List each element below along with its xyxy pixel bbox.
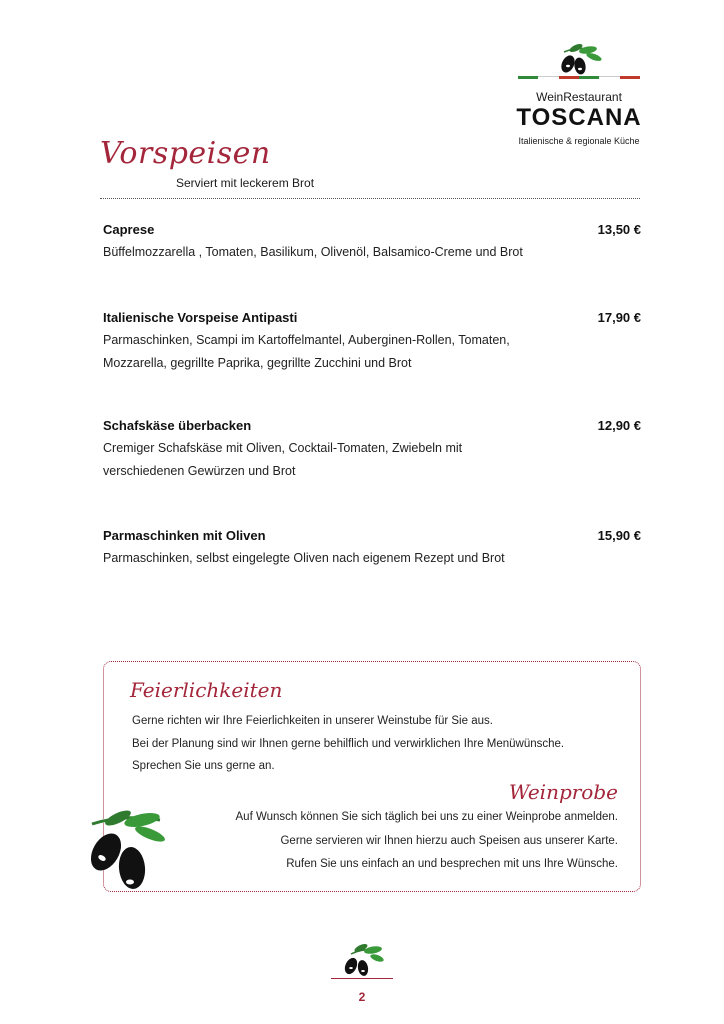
weinprobe-line: Auf Wunsch können Sie sich täglich bei uns zu einer Weinprobe anmelden. [235,811,618,823]
page-number: 2 [358,990,366,1004]
olive-branch-icon [82,810,172,902]
footer-divider [331,978,393,979]
feierlichkeiten-line: Bei der Planung sind wir Ihnen gerne behilflich und verwirklichen Ihre Menüwünsche. [132,737,565,750]
logo-name: TOSCANA [516,104,642,131]
menu-item-price: 13,50 € [597,222,641,237]
feierlichkeiten-title: Feierlichkeiten [130,678,283,702]
menu-item-description: Cremiger Schafskäse mit Oliven, Cocktail-Tomaten, Zwiebeln mit verschiedenen Gewürzen und Brot [103,441,463,478]
olive-branch-icon [331,944,393,978]
restaurant-logo [514,44,644,154]
menu-item [103,310,641,375]
feierlichkeiten-line: Gerne richten wir Ihre Feierlichkeiten in unserer Weinstube für Sie aus. [132,715,493,727]
menu-item-name: Parmaschinken mit Oliven [103,528,266,543]
dotted-divider [100,198,640,199]
menu-item-price: 12,90 € [597,418,641,433]
menu-item-name: Italienische Vorspeise Antipasti [103,310,298,325]
menu-item-price: 15,90 € [597,528,641,543]
weinprobe-line: Rufen Sie uns einfach an und besprechen mit uns Ihre Wünsche. [286,858,618,870]
weinprobe-line: Gerne servieren wir Ihnen hierzu auch Speisen aus unserer Karte. [280,834,618,847]
menu-item [103,528,641,570]
feierlichkeiten-line: Sprechen Sie uns gerne an. [132,760,275,772]
menu-item [103,418,641,483]
menu-item-name: Schafskäse überbacken [103,418,252,433]
feierlichkeiten-text [132,710,564,778]
italian-flag-stripe [518,76,640,79]
menu-item-description: Büffelmozzarella , Tomaten, Basilikum, Olivenöl, Balsamico-Creme und Brot [103,245,523,259]
menu-item-description: Parmaschinken, Scampi im Kartoffelmantel, Auberginen-Rollen, Tomaten, Mozzarella, gegrillte Paprika, gegrillte Zucchini und Brot [103,333,510,370]
section-subtitle: Serviert mit leckerem Brot [176,176,315,190]
menu-item-price: 17,90 € [597,310,641,325]
menu-item [103,222,641,264]
logo-subtitle-bottom: Italienische & regionale Küche [518,136,640,146]
menu-item-description: Parmaschinken, selbst eingelegte Oliven nach eigenem Rezept und Brot [103,551,505,565]
weinprobe-title: Weinprobe [508,780,618,804]
weinprobe-text [236,806,619,877]
section-title: Vorspeisen [100,136,271,171]
logo-subtitle-top: WeinRestaurant [536,90,622,104]
olive-branch-icon [554,44,606,78]
menu-item-name: Caprese [103,222,155,237]
